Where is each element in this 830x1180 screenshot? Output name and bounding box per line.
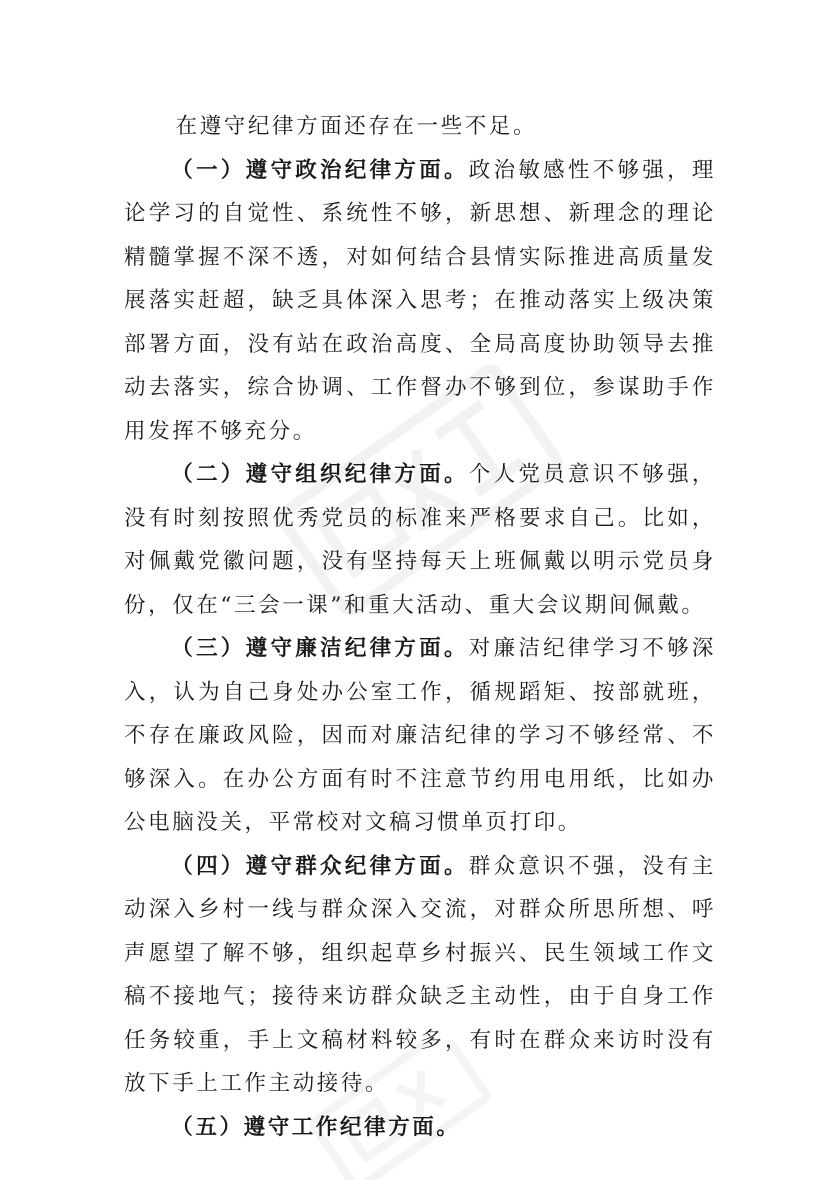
- section-text: 群众意识不强，没有主动深入乡村一线与群众深入交流，对群众所思所想、呼声愿望了解不够，组织起草乡村振兴、民生领域工作文稿不接地气；接待来访群众缺乏主动性，由于自身工作任务较重，手上文稿材料较多，有时在群众来访时没有放下手上工作主动接待。: [124, 853, 716, 1096]
- section-mass-discipline: [124, 845, 716, 1106]
- section-political-discipline: [124, 149, 716, 454]
- section-text: 对廉洁纪律学习不够深入，认为自己身处办公室工作，循规蹈矩、按部就班，不存在廉政风险，因而对廉洁纪律的学习不够经常、不够深入。在办公方面有时不注意节约用电用纸，比如办公电脑没关，平常校对文稿习惯单页打印。: [124, 636, 716, 835]
- section-text: 政治敏感性不够强，理论学习的自觉性、系统性不够，新思想、新理念的理论精髓掌握不深不透，对如何结合县情实际推进高质量发展落实赶超，缺乏具体深入思考；在推动落实上级决策部署方面，没有站在政治高度、全局高度协助领导去推动去落实，综合协调、工作督办不够到位，参谋助手作用发挥不够充分。: [124, 157, 716, 444]
- section-organizational-discipline: [124, 453, 716, 627]
- section-text: 个人党员意识不够强，没有时刻按照优秀党员的标准来严格要求自己。比如，对佩戴党徽问题，没有坚持每天上班佩戴以明示党员身份，仅在“三会一课”和重大活动、重大会议期间佩戴。: [124, 462, 716, 618]
- intro-paragraph: 在遵守纪律方面还存在一些不足。: [175, 114, 538, 139]
- section-heading: （一）遵守政治纪律方面。: [171, 157, 469, 183]
- section-heading: （四）遵守群众纪律方面。: [171, 853, 469, 879]
- document-body: [124, 105, 716, 1149]
- section-heading: （三）遵守廉洁纪律方面。: [171, 636, 469, 661]
- section-heading: （二）遵守组织纪律方面。: [171, 462, 469, 487]
- section-work-discipline: [124, 1106, 716, 1150]
- section-integrity-discipline: [124, 627, 716, 845]
- section-heading: （五）遵守工作纪律方面。: [171, 1114, 461, 1140]
